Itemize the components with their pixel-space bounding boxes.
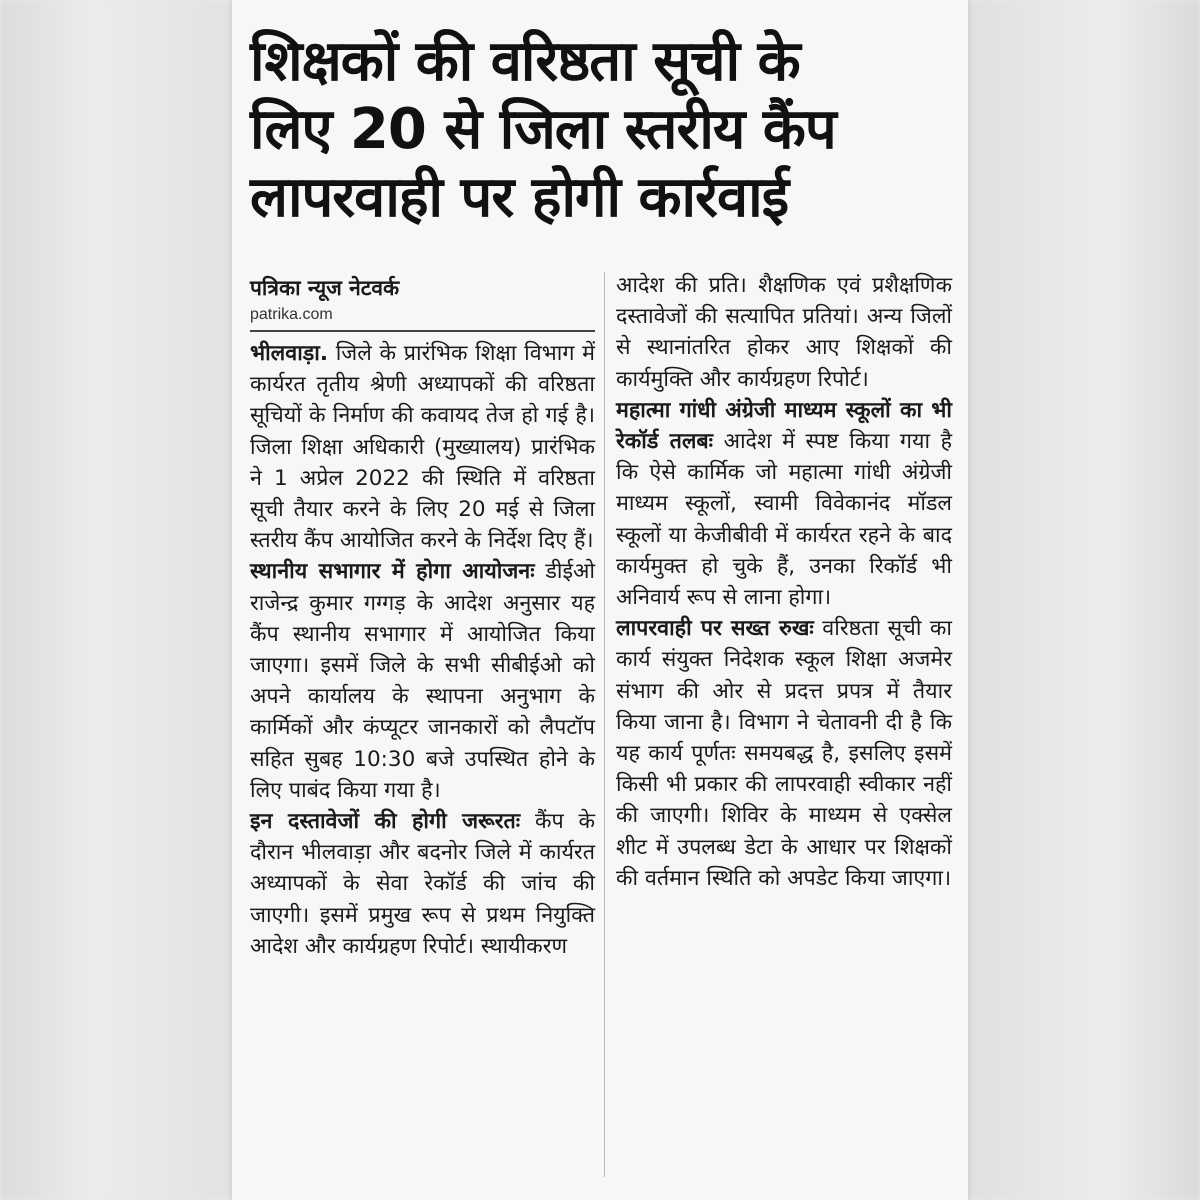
- background-left: [0, 0, 232, 1200]
- headline-line-3: लापरवाही पर होगी कार्रवाई: [250, 165, 789, 230]
- paragraph-mgams: [616, 395, 952, 613]
- byline-site: patrika.com: [250, 306, 333, 323]
- headline-line-2: लिए 20 से जिला स्तरीय कैंप: [250, 97, 836, 162]
- background-right: [968, 0, 1200, 1200]
- headline: [250, 28, 950, 232]
- paragraph-documents-text: कैंप के दौरान भीलवाड़ा और बदनोर जिले में कार्यरत अध्यापकों के सेवा रेकॉर्ड की जांच की जाएगी। इसमें प्रमुख रूप से प्रथम नियुक्ति आदेश और कार्यग्रहण रिपोर्ट। स्थायीकरण: [250, 809, 595, 959]
- news-clipping: [232, 0, 968, 1200]
- paragraph-venue: [250, 556, 595, 806]
- byline-rule: [250, 330, 595, 332]
- column-divider: [604, 272, 605, 1177]
- paragraph-venue-text: डीईओ राजेन्द्र कुमार गग्गड़ के आदेश अनुसार यह कैंप स्थानीय सभागार में आयोजित किया जाएगा। इसमें जिले के सभी सीबीईओ को अपने कार्यालय के स्थापना अनुभाग के कार्मिकों और कंप्यूटर जानकारों को लैपटॉप सहित सुबह 10:30 बजे उपस्थित होने के लिए पाबंद किया गया है।: [250, 559, 595, 803]
- headline-line-1: शिक्षकों की वरिष्ठता सूची के: [250, 29, 800, 94]
- subhead-venue: स्थानीय सभागार में होगा आयोजनः: [250, 559, 535, 585]
- paragraph-negligence-text: वरिष्ठता सूची का कार्य संयुक्त निदेशक स्कूल शिक्षा अजमेर संभाग की ओर से प्रदत्त प्रपत्र में तैयार किया जाना है। विभाग ने चेतावनी दी है कि यह कार्य पूर्णतः समयबद्ध है, इसलिए इसमें किसी भी प्रकार की लापरवाही स्वीकार नहीं की जाएगी। शिविर के माध्यम से एक्सेल शीट में उपलब्ध डेटा के आधार पर शिक्षकों की वर्तमान स्थिति को अपडेट किया जाएगा।: [616, 616, 952, 891]
- dateline: भीलवाड़ा.: [250, 341, 329, 366]
- paragraph-documents: [250, 806, 595, 962]
- subhead-documents: इन दस्तावेजों की होगी जरूरतः: [250, 809, 521, 835]
- paragraph-mgams-text: आदेश में स्पष्ट किया गया है कि ऐसे कार्मिक जो महात्मा गांधी अंग्रेजी माध्यम स्कूलों, स्वामी विवेकानंद मॉडल स्कूलों या केजीबीवी में कार्यरत रहने के बाद कार्यमुक्त हो चुके हैं, उनका रिकॉर्ड भी अनिवार्य रूप से लाना होगा।: [616, 429, 952, 611]
- article-column-left: [250, 274, 595, 962]
- paragraph-negligence: [616, 613, 952, 894]
- subhead-mgams: महात्मा गांधी अंग्रेजी माध्यम स्कूलों का भी रेकॉर्ड तलबः: [616, 397, 952, 455]
- byline-agency: पत्रिका न्यूज नेटवर्क: [250, 276, 400, 300]
- paragraph-intro: [250, 338, 595, 556]
- article-column-right: [616, 270, 952, 894]
- subhead-negligence: लापरवाही पर सख्त रुखः: [616, 616, 814, 642]
- paragraph-intro-text: जिले के प्रारंभिक शिक्षा विभाग में कार्यरत तृतीय श्रेणी अध्यापकों की वरिष्ठता सूचियों के निर्माण की कवायद तेज हो गई है। जिला शिक्षा अधिकारी (मुख्यालय) प्रारंभिक ने 1 अप्रेल 2022 की स्थिति में वरिष्ठता सूची तैयार करने के लिए 20 मई से जिला स्तरीय कैंप आयोजित करने के निर्देश दिए हैं।: [250, 341, 595, 554]
- paragraph-continued: आदेश की प्रति। शैक्षणिक एवं प्रशैक्षणिक दस्तावेजों की सत्यापित प्रतियां। अन्य जिलों से स्थानांतरित होकर आए शिक्षकों की कार्यमुक्ति और कार्यग्रहण रिपोर्ट।: [616, 273, 952, 392]
